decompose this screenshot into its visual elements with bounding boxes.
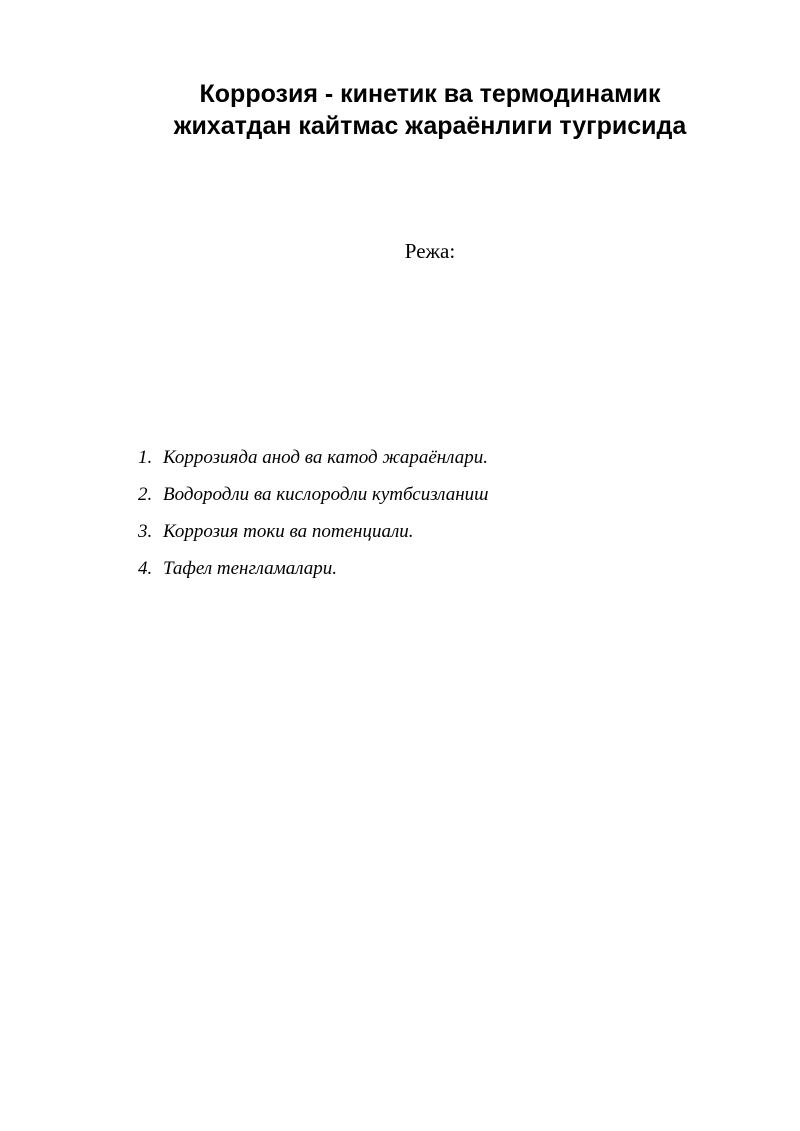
- plan-item-number: 4.: [138, 558, 153, 579]
- plan-item-number: 2.: [138, 484, 153, 505]
- plan-list-item: [138, 555, 488, 592]
- plan-list-item: [138, 444, 488, 481]
- plan-item-text: Водородли ва кислородли кутбсизланиш: [163, 484, 489, 505]
- title-line-2: жихатдан кайтмас жараёнлиги тугрисида: [173, 112, 687, 140]
- title-line-1: Коррозия - кинетик ва термодинамик: [199, 80, 661, 108]
- plan-item-text: Коррозия токи ва потенциали.: [163, 521, 414, 542]
- plan-item-number: 3.: [138, 521, 153, 542]
- plan-item-number: 1.: [138, 447, 153, 468]
- plan-list-item: [138, 481, 488, 518]
- plan-item-text: Тафел тенгламалари.: [163, 558, 338, 579]
- plan-item-text: Коррозияда анод ва катод жараёнлари.: [163, 447, 488, 468]
- plan-list: [138, 444, 488, 592]
- plan-heading: Режа:: [404, 239, 456, 263]
- plan-list-item: [138, 518, 488, 555]
- document-title: [120, 78, 740, 142]
